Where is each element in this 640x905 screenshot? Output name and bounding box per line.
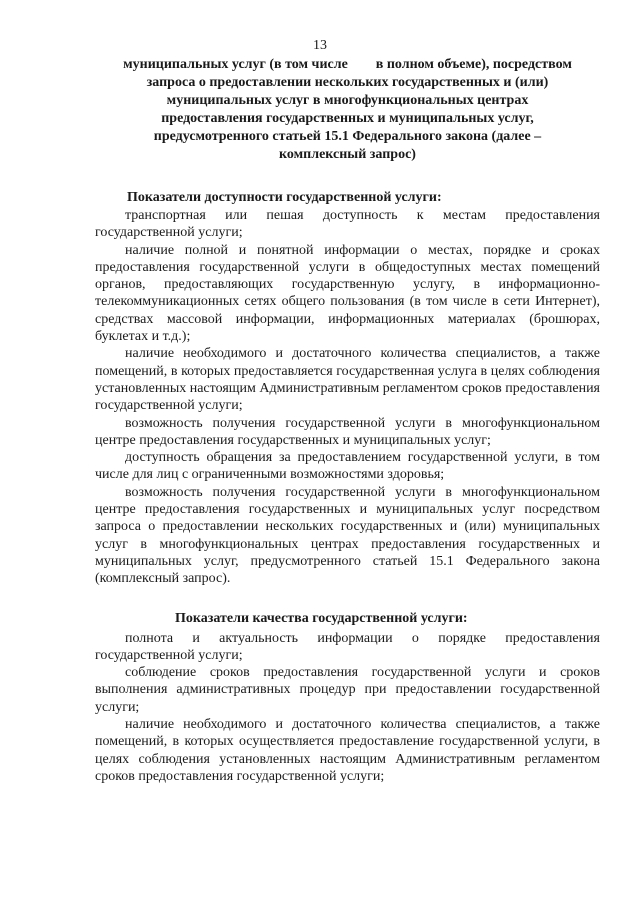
section-heading <box>95 56 600 164</box>
accessibility-title: Показатели доступности государственной услуги: <box>127 190 442 205</box>
accessibility-item: возможность получения государственной услуги в многофункциональном центре предоставления государственных и муниципальных услуг; <box>95 415 600 448</box>
heading-line: запроса о предоставлении нескольких государственных и (или) <box>146 75 549 90</box>
quality-list <box>95 630 600 786</box>
quality-item: полнота и актуальность информации о порядке предоставления государственной услуги; <box>95 630 600 663</box>
page-content <box>95 56 600 785</box>
quality-title: Показатели качества государственной услуги: <box>175 610 468 626</box>
accessibility-item: возможность получения государственной услуги в многофункциональном центре предоставления государственных и муниципальных услуг посредством запроса о предоставлении нескольких государственных и (или) муниципальных услуг в многофункциональных центрах предоставления государственных и муниципальных услуг, предусмотренного статьей 15.1 Федерального закона (комплексный запрос). <box>95 484 600 587</box>
accessibility-list <box>95 207 600 588</box>
accessibility-item: наличие полной и понятной информации о местах, порядке и сроках предоставления государственной услуги в общедоступных местах помещений органов, предоставляющих государственную услугу, в информационно-телекоммуникационных сетях общего пользования (в том числе в сети Интернет), средствах массовой информации, информационных материалах (брошюрах, буклетах и т.д.); <box>95 242 600 345</box>
quality-item: соблюдение сроков предоставления государственной услуги и сроков выполнения административных процедур при предоставлении государственной услуги; <box>95 665 600 715</box>
heading-line: комплексный запрос) <box>279 147 416 162</box>
accessibility-item: наличие необходимого и достаточного количества специалистов, а также помещений, в которых предоставляется государственная услуга в целях соблюдения установленных настоящим Административным регламентом сроков предоставления государственной услуги; <box>95 346 600 414</box>
heading-line: муниципальных услуг в многофункциональных центрах <box>166 93 529 108</box>
heading-line: предоставления государственных и муниципальных услуг, <box>161 111 534 126</box>
accessibility-item: доступность обращения за предоставлением государственной услуги, в том числе для лиц с ограниченными возможностями здоровья; <box>95 450 600 483</box>
heading-line: муниципальных услуг (в том числе в полном объеме), посредством <box>123 57 572 72</box>
page-number: 13 <box>313 38 327 53</box>
heading-line: предусмотренного статьей 15.1 Федерального закона (далее – <box>153 129 542 144</box>
accessibility-item: транспортная или пешая доступность к местам предоставления государственной услуги; <box>95 208 600 241</box>
quality-item: наличие необходимого и достаточного количества специалистов, а также помещений, в которых осуществляется предоставление государственной услуги, в целях соблюдения установленных настоящим Административным регламентом сроков предоставления государственной услуги; <box>95 717 600 784</box>
